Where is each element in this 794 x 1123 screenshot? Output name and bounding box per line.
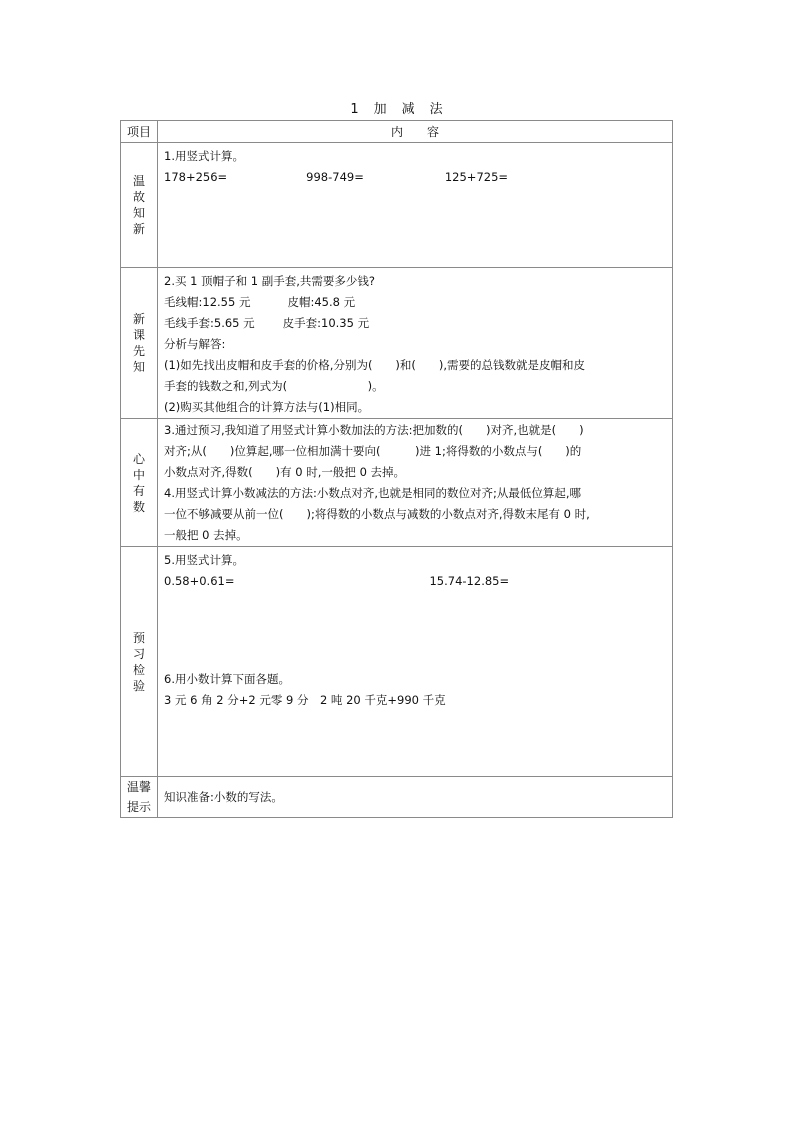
expr-5b: 15.74-12.85= <box>429 574 510 588</box>
question-6-items: 3 元 6 角 2 分+2 元零 9 分 2 吨 20 千克+990 千克 <box>164 693 446 707</box>
section-label-new: 新课先知 <box>132 312 145 374</box>
expr-2: 998-749= <box>306 170 364 184</box>
section-label-heart: 心中有数 <box>132 451 145 514</box>
analysis-line-3: (2)购买其他组合的计算方法与(1)相同。 <box>164 400 370 414</box>
heart-line-2: 对齐;从( )位算起,哪一位相加满十要向( )进 1;将得数的小数点与( )的 <box>164 444 582 458</box>
page-title: 1 加 减 法 <box>350 102 444 117</box>
analysis-line-1: (1)如先找出皮帽和皮手套的价格,分别为( )和( ),需要的总钱数就是皮帽和皮 <box>164 358 586 372</box>
header-item: 项目 <box>121 121 158 143</box>
price-wool-hat: 毛线帽:12.55 元 <box>164 295 251 309</box>
price-leather-hat: 皮帽:45.8 元 <box>287 295 356 309</box>
expr-5a: 0.58+0.61= <box>164 574 235 588</box>
section-label-tips: 温馨提示 <box>126 780 151 814</box>
section-new <box>121 268 673 419</box>
analysis-heading: 分析与解答: <box>164 337 226 351</box>
price-leather-gloves: 皮手套:10.35 元 <box>282 316 370 330</box>
section-label-preview: 预习检验 <box>132 630 145 693</box>
tips-text: 知识准备:小数的写法。 <box>164 789 283 804</box>
section-tips <box>121 777 673 818</box>
analysis-line-2: 手套的钱数之和,列式为( )。 <box>164 379 384 393</box>
section-review <box>121 143 673 268</box>
section-heart <box>121 419 673 547</box>
question-2: 2.买 1 顶帽子和 1 副手套,共需要多少钱? <box>164 274 375 288</box>
heart-line-5: 一位不够减要从前一位( );将得数的小数点与减数的小数点对齐,得数末尾有 0 时, <box>164 507 590 521</box>
section-preview <box>121 547 673 777</box>
heart-line-6: 一般把 0 去掉。 <box>164 528 248 542</box>
expr-3: 125+725= <box>444 170 509 184</box>
expr-1: 178+256= <box>164 170 228 184</box>
study-sheet-table <box>120 120 673 818</box>
header-content: 内 容 <box>158 121 673 143</box>
section-label-review: 温故知新 <box>132 174 145 236</box>
heart-line-4: 4.用竖式计算小数减法的方法:小数点对齐,也就是相同的数位对齐;从最低位算起,哪 <box>164 486 582 500</box>
heart-line-3: 小数点对齐,得数( )有 0 时,一般把 0 去掉。 <box>164 465 406 479</box>
question-1: 1.用竖式计算。 <box>164 149 244 163</box>
question-6: 6.用小数计算下面各题。 <box>164 672 290 686</box>
heart-line-1: 3.通过预习,我知道了用竖式计算小数加法的方法:把加数的( )对齐,也就是( ) <box>164 423 584 437</box>
question-5: 5.用竖式计算。 <box>164 553 244 567</box>
price-wool-gloves: 毛线手套:5.65 元 <box>164 316 255 330</box>
